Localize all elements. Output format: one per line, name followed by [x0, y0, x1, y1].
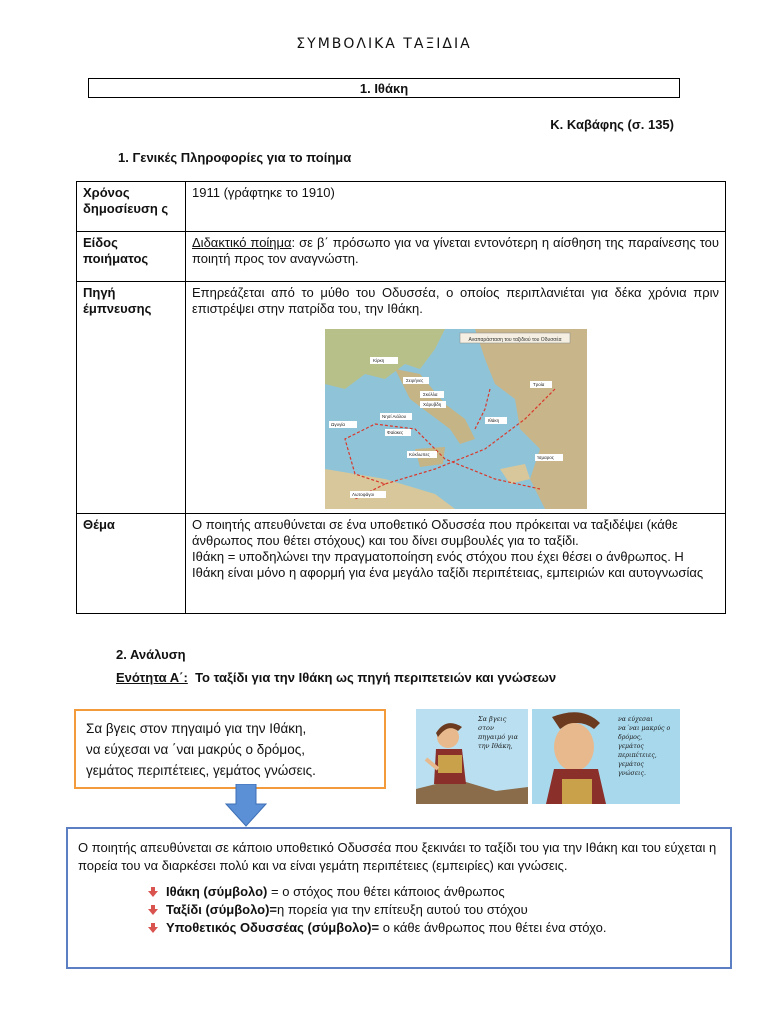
map-label: Ωγυγία [330, 422, 345, 427]
poem-line: να εύχεσαι να ΄ναι μακρύς ο δρόμος, [86, 742, 305, 757]
table-row [77, 182, 726, 232]
symbol-meaning: ο κάθε άνθρωπος που θέτει ένα στόχο. [379, 920, 607, 935]
comic-text: πηγαιμό για [478, 733, 519, 741]
comic-text: δρόμος, [618, 734, 643, 741]
theme-text: Ο ποιητής απευθύνεται σε ένα υποθετικό Οδυσσέα που πρόκειται να ταξιδέψει (κάθε άνθρωπος που θέτει στόχους) και του δίνει συμβουλές για το ταξίδι. [192, 517, 678, 548]
symbol-term: Υποθετικός Οδυσσέας (σύμβολο)= [166, 920, 380, 935]
poem-line: γεμάτος περιπέτειες, γεμάτος γνώσεις. [86, 763, 316, 778]
map-label: Τροία [532, 382, 544, 387]
symbol-meaning: = ο στόχος που θέτει κάποιος άνθρωπος [267, 884, 505, 899]
row-key: Θέμα [77, 514, 186, 614]
row-key: Είδος ποιήματος [77, 232, 186, 282]
poem-excerpt-box [74, 709, 386, 789]
comic-text: την Ιθάκη, [478, 742, 513, 750]
row-key: Χρόνος δημοσίευση ς [77, 182, 186, 232]
comic-panel-odysseus-1 [416, 709, 528, 804]
map-label: Ίσμαρος [536, 455, 554, 460]
symbol-list [148, 883, 720, 937]
map-label: Ιθάκη [487, 418, 499, 423]
comic-text: γνώσεις. [618, 770, 646, 777]
comic-text: γεμάτος [618, 761, 644, 768]
poem-title-box: 1. Ιθάκη [88, 78, 680, 98]
comic-text: γεμάτος [618, 743, 644, 750]
summary-text: Ο ποιητής απευθύνεται σε κάποιο υποθετικό Οδυσσέα που ξεκινάει το ταξίδι του για την Ιθάκη και του εύχεται η πορεία του να διαρκέσει πολύ και να είναι γεμάτη περιπέτειες (εμπειρίες) και γνώσεις. [78, 840, 717, 873]
odyssey-map-image [325, 329, 587, 509]
table-row [77, 514, 726, 614]
map-label: Λωτοφάγοι [351, 492, 374, 497]
unit-title: Το ταξίδι για την Ιθάκη ως πηγή περιπετειών και γνώσεων [195, 670, 557, 685]
section-heading-analysis: 2. Ανάλυση [116, 647, 186, 662]
table-row [77, 232, 726, 282]
row-value [186, 232, 726, 282]
row-value: 1911 (γράφτηκε το 1910) [186, 182, 726, 232]
comic-text: να΄ναι μακρύς ο [618, 725, 671, 732]
list-item [148, 919, 720, 937]
author-reference: Κ. Καβάφης (σ. 135) [550, 117, 674, 132]
comic-text: στον [478, 724, 494, 732]
map-label: Σειρήνες [405, 378, 423, 383]
symbol-meaning: η πορεία για την επίτευξη αυτού του στόχου [277, 902, 528, 917]
comic-panel-odysseus-2 [532, 709, 680, 804]
map-heading: Αναπαράσταση του ταξιδιού του Οδυσσέα [467, 337, 562, 343]
map-label: Κύκλωπες [408, 452, 430, 457]
genre-link-text: Διδακτικό ποίημα [192, 235, 292, 250]
poem-line: Σα βγεις στον πηγαιμό για την Ιθάκη, [86, 721, 307, 736]
genre-rest-text: : σε β΄ πρόσωπο για να γίνεται εντονότερη η αίσθηση της παραίνεσης του ποιητή προς τον αναγνώστη. [192, 235, 719, 266]
document-title: ΣΥΜΒΟΛΙΚΑ ΤΑΞΙΔΙΑ [296, 36, 472, 52]
map-label: Κίρκη [372, 358, 384, 363]
map-label: Χάρυβδη [422, 402, 441, 407]
comic-text: να εύχεσαι [618, 716, 653, 723]
down-arrow-icon [224, 784, 268, 828]
row-value [186, 282, 726, 514]
map-label: Σκύλλα [422, 392, 438, 397]
map-label: Φαίακες [386, 430, 403, 435]
theme-ithaca-text: Ιθάκη = υποδηλώνει την πραγματοποίηση ενός στόχου που έχει θέσει ο άνθρωπος. Η Ιθάκη είναι μόνο η αφορμή για ένα μεγάλο ταξίδι περιπέτειας, εμπειριών και αυτογνωσίας [192, 549, 704, 580]
row-value [186, 514, 726, 614]
comic-text: περιπέτειες, [618, 752, 657, 759]
unit-label: Ενότητα Α΄: [116, 670, 188, 685]
symbol-term: Ιθάκη (σύμβολο) [166, 884, 268, 899]
symbol-term: Ταξίδι (σύμβολο)= [166, 902, 278, 917]
inspiration-text: Επηρεάζεται από το μύθο του Οδυσσέα, ο οποίος περιπλανιέται για δέκα χρόνια πριν επιστρέψει στην πατρίδα του, την Ιθάκη. [192, 285, 719, 316]
arrow-bullet-icon [148, 887, 158, 897]
unit-heading [116, 670, 556, 685]
comic-text: Σα βγεις [478, 715, 507, 723]
map-label: Νησί Αιόλου [381, 414, 406, 419]
arrow-bullet-icon [148, 905, 158, 915]
list-item [148, 883, 720, 901]
info-table [76, 181, 726, 614]
arrow-bullet-icon [148, 923, 158, 933]
section-heading-general-info: 1. Γενικές Πληροφορίες για το ποίημα [118, 150, 352, 165]
table-row [77, 282, 726, 514]
summary-box [66, 827, 732, 969]
row-key: Πηγή έμπνευσης [77, 282, 186, 514]
list-item [148, 901, 720, 919]
